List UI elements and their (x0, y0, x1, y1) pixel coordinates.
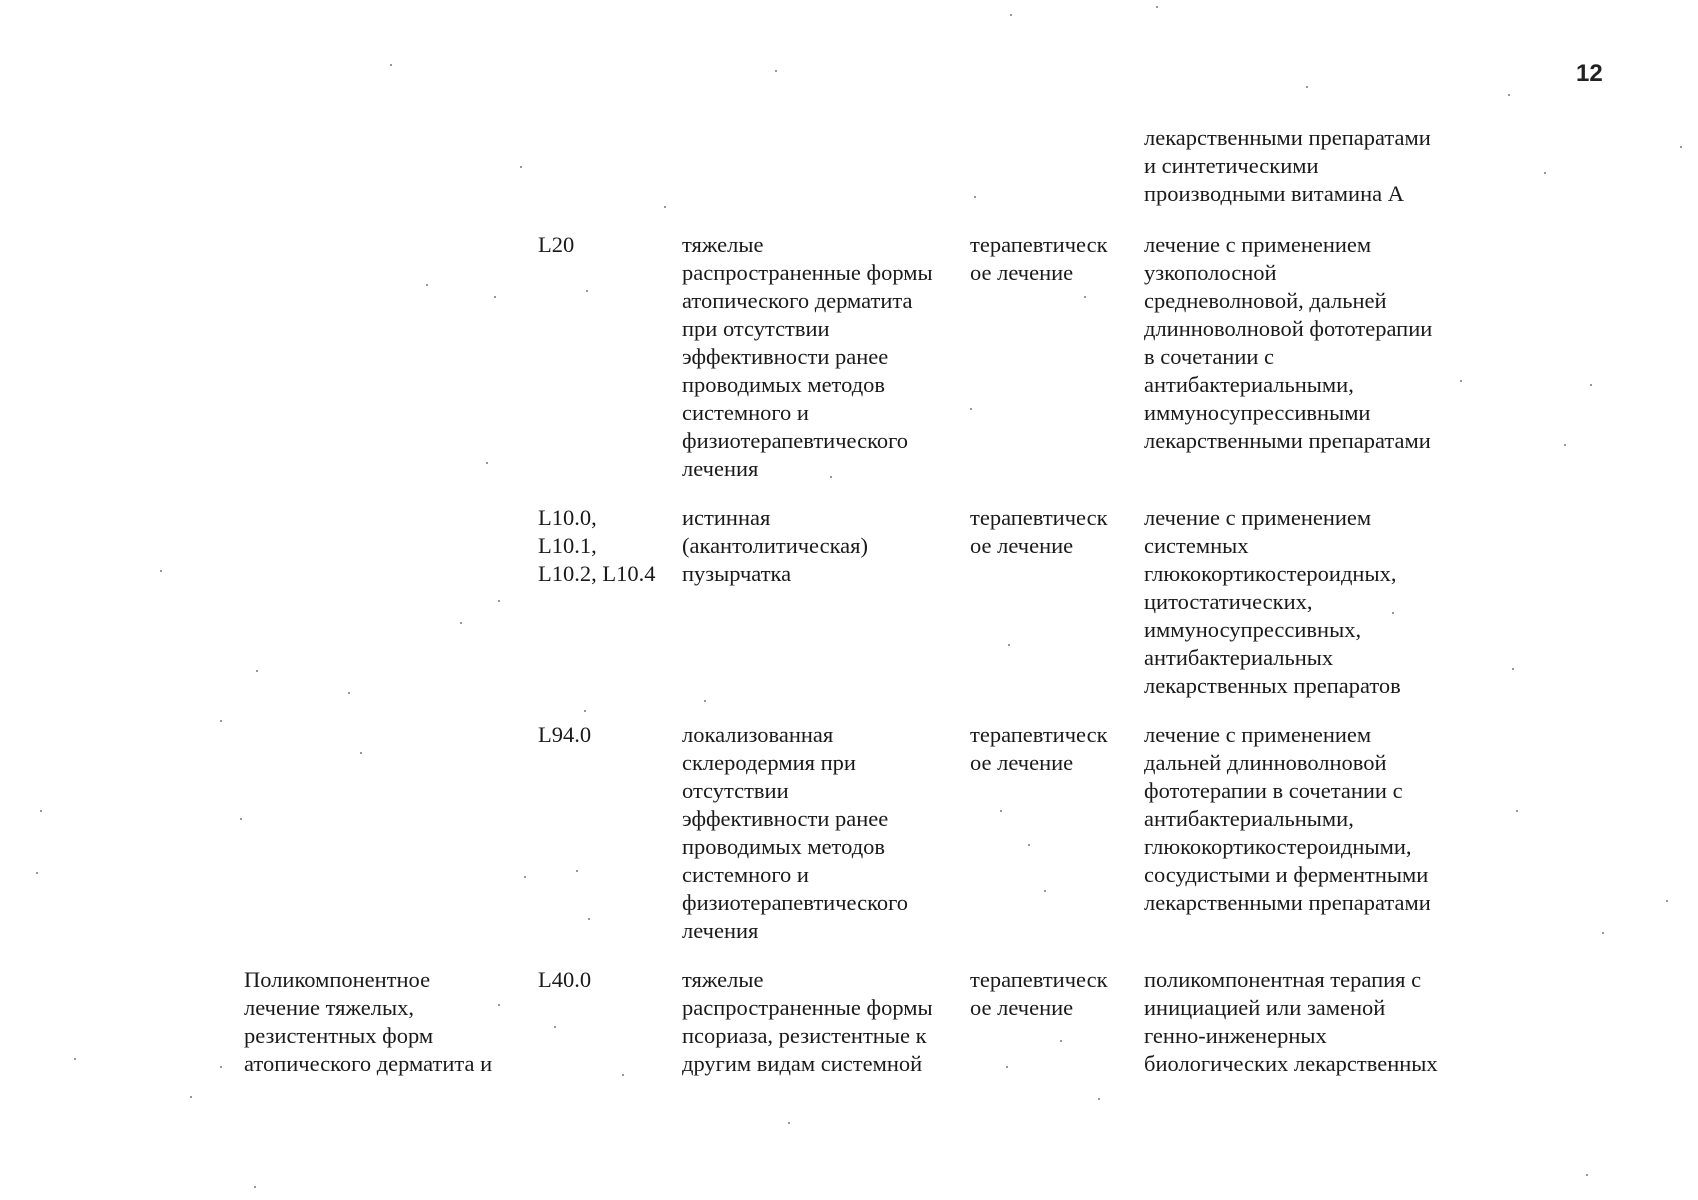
scan-speck (1666, 900, 1668, 902)
scan-speck (524, 876, 526, 878)
scan-speck (970, 408, 972, 410)
scan-speck (390, 64, 392, 66)
scan-speck (830, 476, 832, 478)
method-cell: лечение с применением дальней длинноволновой фототерапии в сочетании с антибактериальными, глюкокортикостероидными, сосудистыми и ферментными лекарственными препаратами (1144, 722, 1431, 915)
treatment-type-cell: терапевтическ ое лечение (970, 722, 1108, 775)
scan-speck (1392, 612, 1394, 614)
scan-speck (1028, 844, 1030, 846)
condition-cell: тяжелые распространенные формы псориаза, резистентные к другим видам системной (682, 967, 933, 1076)
scan-speck (1044, 890, 1046, 892)
code-cell: L10.0, L10.1, L10.2, L10.4 (538, 505, 656, 586)
scan-speck (1512, 668, 1514, 670)
scan-speck (1008, 644, 1010, 646)
scan-speck (1590, 384, 1592, 386)
scan-speck (664, 206, 666, 208)
scan-speck (704, 700, 706, 702)
page-number: 12 (1576, 60, 1603, 87)
treatment-type-cell: терапевтическ ое лечение (970, 232, 1108, 285)
scan-speck (1516, 810, 1518, 812)
scan-speck (36, 872, 38, 874)
condition-cell: локализованная склеродермия при отсутствии эффективности ранее проводимых методов системного и физиотерапевтического лечения (682, 722, 909, 943)
scan-speck (1602, 932, 1604, 934)
profile-cell: Поликомпонентное лечение тяжелых, резистентных форм атопического дерматита и (244, 967, 493, 1076)
scan-speck (1460, 380, 1462, 382)
scan-speck (256, 670, 258, 672)
scan-speck (1508, 94, 1510, 96)
scan-speck (220, 1066, 222, 1068)
code-cell: L20 (538, 232, 575, 257)
scan-speck (576, 870, 578, 872)
condition-cell: тяжелые распространенные формы атопического дерматита при отсутствии эффективности ранее проводимых методов системного и физиотерапевтического лечения (682, 232, 933, 481)
scan-speck (1586, 1174, 1588, 1176)
scan-speck (788, 1122, 790, 1124)
scan-speck (40, 810, 42, 812)
scan-speck (1006, 1066, 1008, 1068)
scan-speck (74, 1058, 76, 1060)
scan-speck (494, 296, 496, 298)
scan-speck (240, 818, 242, 820)
scan-speck (498, 1004, 500, 1006)
scan-speck (1156, 6, 1158, 8)
scan-speck (1306, 86, 1308, 88)
scan-speck (588, 918, 590, 920)
scan-speck (1060, 1040, 1062, 1042)
scan-speck (254, 1186, 256, 1188)
scan-speck (554, 1026, 556, 1028)
method-cell: поликомпонентная терапия с инициацией или заменой генно-инженерных биологических лекарственных (1144, 967, 1438, 1076)
scan-speck (486, 462, 488, 464)
scan-speck (1544, 172, 1546, 174)
scan-speck (426, 284, 428, 286)
condition-cell: истинная (акантолитическая) пузырчатка (682, 505, 868, 586)
scan-speck (460, 622, 462, 624)
scan-speck (622, 1074, 624, 1076)
scan-speck (498, 600, 500, 602)
code-cell: L94.0 (538, 722, 592, 747)
scan-speck (520, 166, 522, 168)
scan-speck (360, 752, 362, 754)
scan-speck (974, 196, 976, 198)
scan-speck (1098, 1098, 1100, 1100)
code-cell: L40.0 (538, 967, 592, 992)
method-cell: лечение с применением системных глюкокортикостероидных, цитостатических, иммуносупрессивных, антибактериальных лекарственных препаратов (1144, 505, 1401, 698)
scan-speck (190, 1096, 192, 1098)
scan-speck (160, 570, 162, 572)
treatment-type-cell: терапевтическ ое лечение (970, 967, 1108, 1020)
treatment-type-cell: терапевтическ ое лечение (970, 505, 1108, 558)
method-cell: лечение с применением узкополосной средневолновой, дальней длинноволновой фототерапии в сочетании с антибактериальными, иммуносупрессивными лекарственными препаратами (1144, 232, 1433, 453)
scan-speck (1680, 146, 1682, 148)
scan-speck (348, 692, 350, 694)
continuation-method-cell: лекарственными препаратами и синтетическими производными витамина А (1144, 125, 1431, 206)
scan-speck (220, 720, 222, 722)
scan-speck (584, 710, 586, 712)
scan-speck (586, 290, 588, 292)
scan-speck (1084, 296, 1086, 298)
scan-speck (1010, 14, 1012, 16)
scan-speck (1564, 444, 1566, 446)
scan-speck (775, 70, 777, 72)
scan-speck (1000, 810, 1002, 812)
